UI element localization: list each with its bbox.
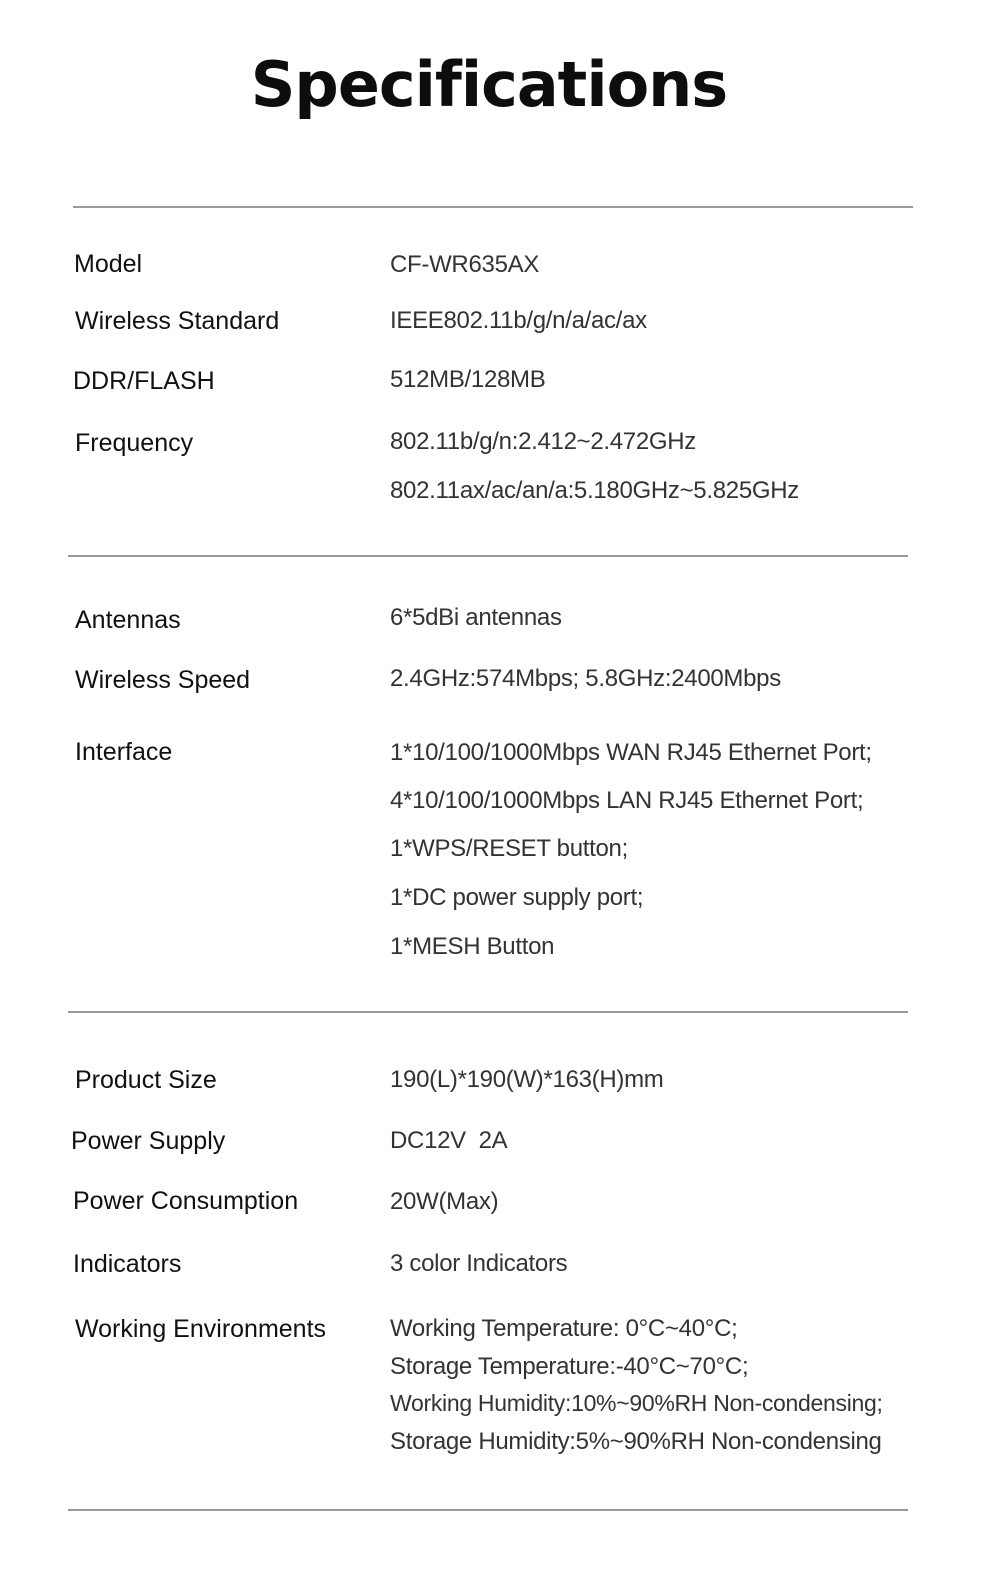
spec-value-power-consumption: 20W(Max) [390,1188,499,1215]
spec-label-indicators: Indicators [73,1250,182,1278]
spec-value-environment-line-3: Working Humidity:10%~90%RH Non-condensing; [390,1390,883,1416]
spec-value-frequency-line-1: 802.11b/g/n:2.412~2.472GHz [390,428,697,455]
spec-value-interface-line-5: 1*MESH Button [390,933,555,960]
spec-label-wireless-speed: Wireless Speed [75,666,251,694]
divider-top [73,206,913,208]
spec-value-indicators: 3 color Indicators [390,1250,568,1277]
spec-label-wireless-standard: Wireless Standard [75,307,280,335]
page-title: Specifications [250,48,728,121]
spec-value-ddr-flash: 512MB/128MB [390,366,546,393]
divider-bottom [68,1509,908,1511]
spec-label-frequency: Frequency [75,429,194,457]
spec-value-frequency-line-2: 802.11ax/ac/an/a:5.180GHz~5.825GHz [390,477,799,504]
spec-value-antennas: 6*5dBi antennas [390,604,562,631]
spec-value-model: CF-WR635AX [390,251,540,278]
spec-label-power-consumption: Power Consumption [73,1187,299,1215]
spec-label-model: Model [74,250,143,278]
spec-label-product-size: Product Size [75,1066,217,1094]
spec-value-wireless-standard: IEEE802.11b/g/n/a/ac/ax [390,307,647,334]
spec-value-environment-line-1: Working Temperature: 0°C~40°C; [390,1315,738,1342]
spec-label-antennas: Antennas [75,606,181,634]
spec-value-interface-line-4: 1*DC power supply port; [390,884,644,911]
spec-value-interface-line-1: 1*10/100/1000Mbps WAN RJ45 Ethernet Port; [390,739,872,766]
spec-value-power-supply: DC12V 2A [390,1127,508,1154]
spec-value-environment-line-4: Storage Humidity:5%~90%RH Non-condensing [390,1428,882,1455]
divider-section-2 [68,1011,908,1013]
spec-label-power-supply: Power Supply [71,1127,226,1155]
spec-label-working-environments: Working Environments [75,1315,327,1343]
spec-value-interface-line-3: 1*WPS/RESET button; [390,835,628,862]
spec-value-interface-line-2: 4*10/100/1000Mbps LAN RJ45 Ethernet Port; [390,787,864,814]
divider-section-1 [68,555,908,557]
spec-label-ddr-flash: DDR/FLASH [73,367,215,395]
spec-value-product-size: 190(L)*190(W)*163(H)mm [390,1066,664,1093]
spec-value-wireless-speed: 2.4GHz:574Mbps; 5.8GHz:2400Mbps [390,665,781,692]
spec-value-environment-line-2: Storage Temperature:-40°C~70°C; [390,1353,749,1380]
spec-label-interface: Interface [75,738,173,766]
